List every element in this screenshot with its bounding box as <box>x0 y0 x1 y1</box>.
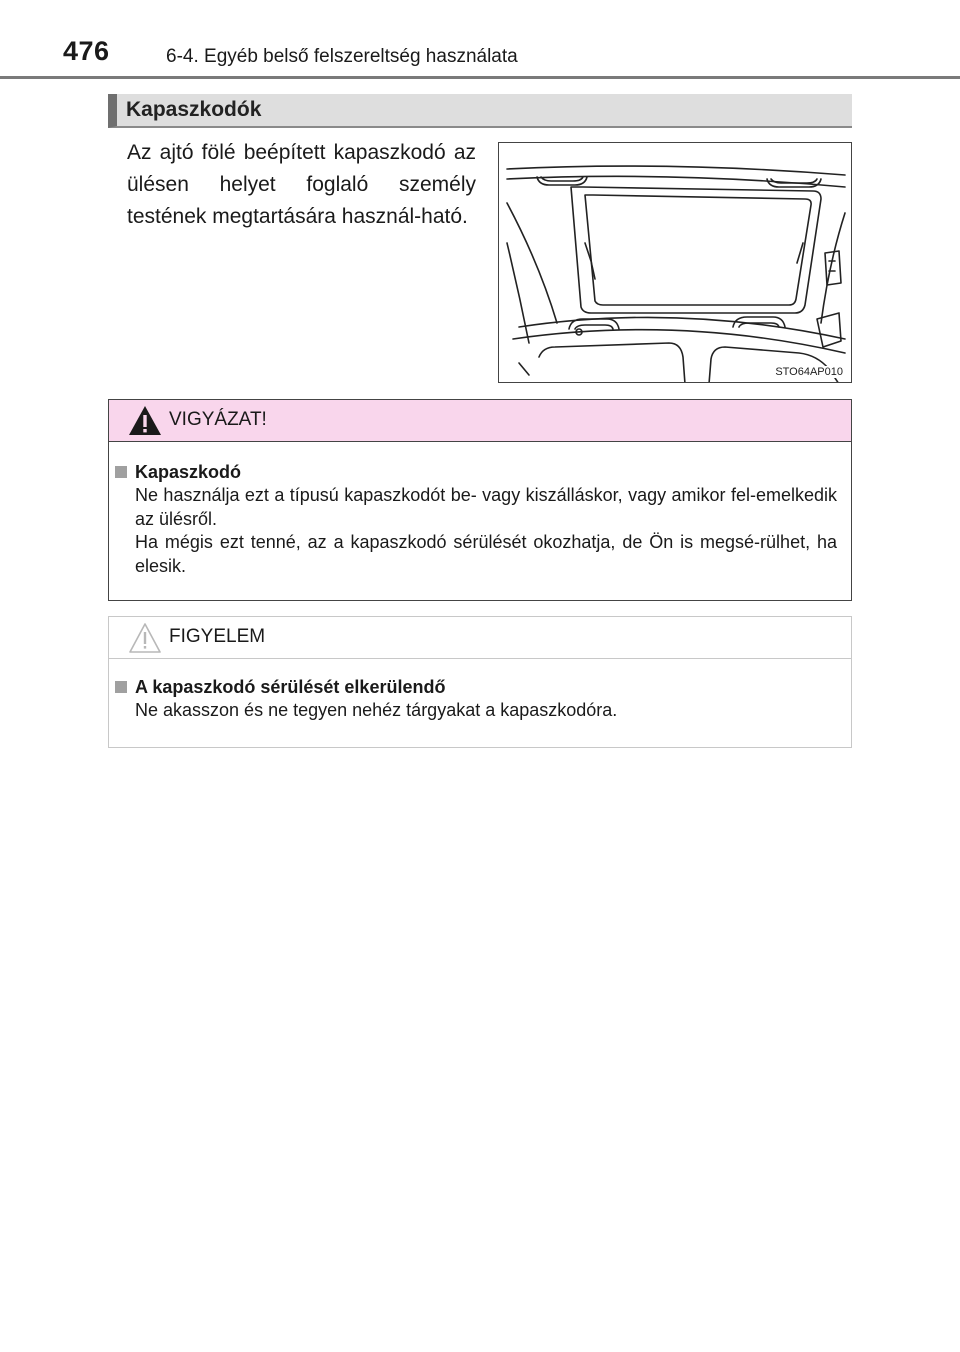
warning-item-title-text: Kapaszkodó <box>135 462 242 482</box>
figure-code: STO64AP010 <box>775 366 843 378</box>
intro-paragraph: Az ajtó fölé beépített kapaszkodó az ülésen helyet foglaló személy testének megtartására használ-ható. <box>127 141 476 228</box>
warning-item-text-1: Ne használja ezt a típusú kapaszkodót be- vagy kiszálláskor, vagy amikor fel-emelkedik az ülésről. <box>135 485 837 529</box>
notice-item-title-text: A kapaszkodó sérülését elkerülendő <box>135 677 446 697</box>
warning-triangle-icon <box>127 404 163 438</box>
grab-handle-figure <box>498 142 852 383</box>
caution-outline-triangle-icon <box>127 621 163 655</box>
notice-item <box>115 675 837 723</box>
notice-item-text: Ne akasszon és ne tegyen nehéz tárgyakat a kapaszkodóra. <box>135 700 618 720</box>
warning-item-title <box>115 460 837 484</box>
header-rule <box>0 76 960 79</box>
warning-label: VIGYÁZAT! <box>169 409 267 430</box>
warning-box <box>108 399 852 601</box>
notice-header <box>109 617 851 659</box>
bullet-square-icon <box>115 466 127 478</box>
chapter-title: 6-4. Egyéb belső felszereltség használata <box>166 46 518 67</box>
warning-item <box>115 460 837 578</box>
warning-header <box>109 400 851 442</box>
section-title: Kapaszkodók <box>126 98 262 121</box>
bullet-square-icon <box>115 681 127 693</box>
notice-item-title <box>115 675 837 699</box>
page-number: 476 <box>63 36 110 66</box>
car-interior-illustration <box>499 143 852 383</box>
notice-label: FIGYELEM <box>169 626 266 647</box>
notice-box <box>108 616 852 748</box>
warning-item-text-2: Ha mégis ezt tenné, az a kapaszkodó sérülését okozhatja, de Ön is megsé-rülhet, ha elesik. <box>135 532 837 576</box>
section-heading <box>108 94 852 128</box>
